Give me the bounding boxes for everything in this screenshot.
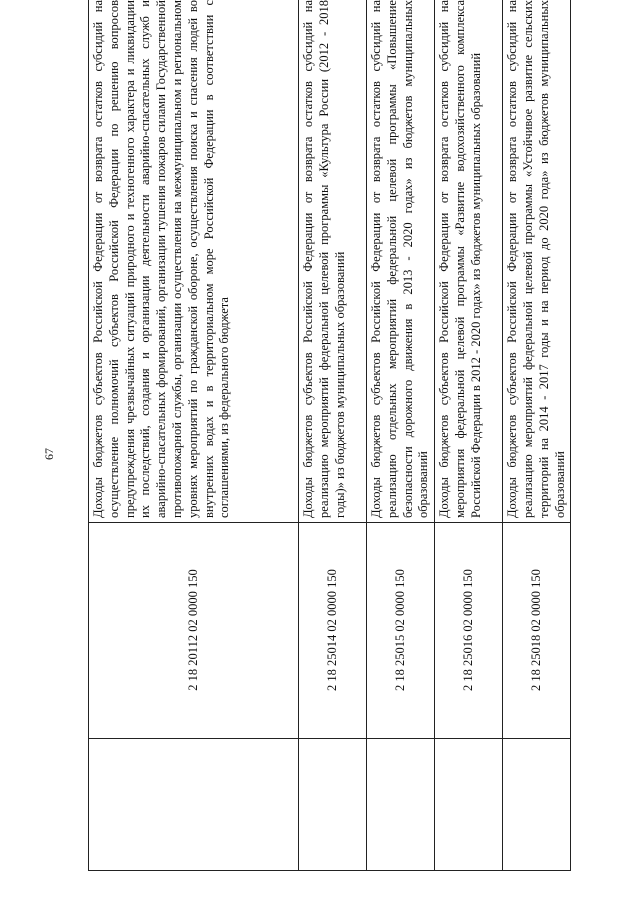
- code-cell: 2 18 20112 02 0000 150: [89, 523, 299, 739]
- table-row: [299, 0, 367, 871]
- table-row: [435, 0, 503, 871]
- table-row: [89, 0, 299, 871]
- page-number: 67: [42, 448, 56, 460]
- rotated-table-container: [88, 0, 568, 871]
- empty-cell: [503, 739, 571, 871]
- code-cell: 2 18 25014 02 0000 150: [299, 523, 367, 739]
- table-row: [503, 0, 571, 871]
- description-cell: Доходы бюджетов субъектов Российской Федерации от возврата остатков субсидий на реализацию мероприятий федеральной целевой программы «Устойчивое развитие сельских территорий на 2014 - 2017 годы и на период до 2020 года» из бюджетов муниципальных образований: [503, 0, 571, 523]
- description-cell: Доходы бюджетов субъектов Российской Федерации от возврата остатков субсидий на реализацию отдельных мероприятий федеральной целевой программы «Повышение безопасности дорожного движения в 2013 - 2020 годах» из бюджетов муниципальных образований: [367, 0, 435, 523]
- empty-cell: [435, 739, 503, 871]
- table-row: [367, 0, 435, 871]
- description-cell: Доходы бюджетов субъектов Российской Федерации от возврата остатков субсидий на реализацию мероприятий федеральной целевой программы «Культура России (2012 - 2018 годы)» из бюджетов муниципальных образований: [299, 0, 367, 523]
- description-cell: Доходы бюджетов субъектов Российской Федерации от возврата остатков субсидий на мероприятия федеральной целевой программы «Развитие водохозяйственного комплекса Российской Федерации в 2012 - 2020 годах» из бюджетов муниципальных образований: [435, 0, 503, 523]
- code-cell: 2 18 25015 02 0000 150: [367, 523, 435, 739]
- empty-cell: [89, 739, 299, 871]
- empty-cell: [367, 739, 435, 871]
- code-cell: 2 18 25018 02 0000 150: [503, 523, 571, 739]
- description-cell: Доходы бюджетов субъектов Российской Федерации от возврата остатков субсидий на осуществление полномочий субъектов Российской Федерации по решению вопросов предупреждения чрезвычайных ситуаций природного и техногенного характера и ликвидации их последствий, создания и организации деятельности аварийно-спасательных служб и аварийно-спасательных формирований, организации тушения пожаров силами Государственной противопожарной службы, организации осуществления на межмуниципальном и региональном уровнях мероприятий по гражданской обороне, осуществления поиска и спасения людей во внутренних водах и в территориальном море Российской Федерации в соответствии с соглашениями, из федерального бюджета: [89, 0, 299, 523]
- empty-cell: [299, 739, 367, 871]
- code-cell: 2 18 25016 02 0000 150: [435, 523, 503, 739]
- revenue-codes-table: [88, 0, 571, 871]
